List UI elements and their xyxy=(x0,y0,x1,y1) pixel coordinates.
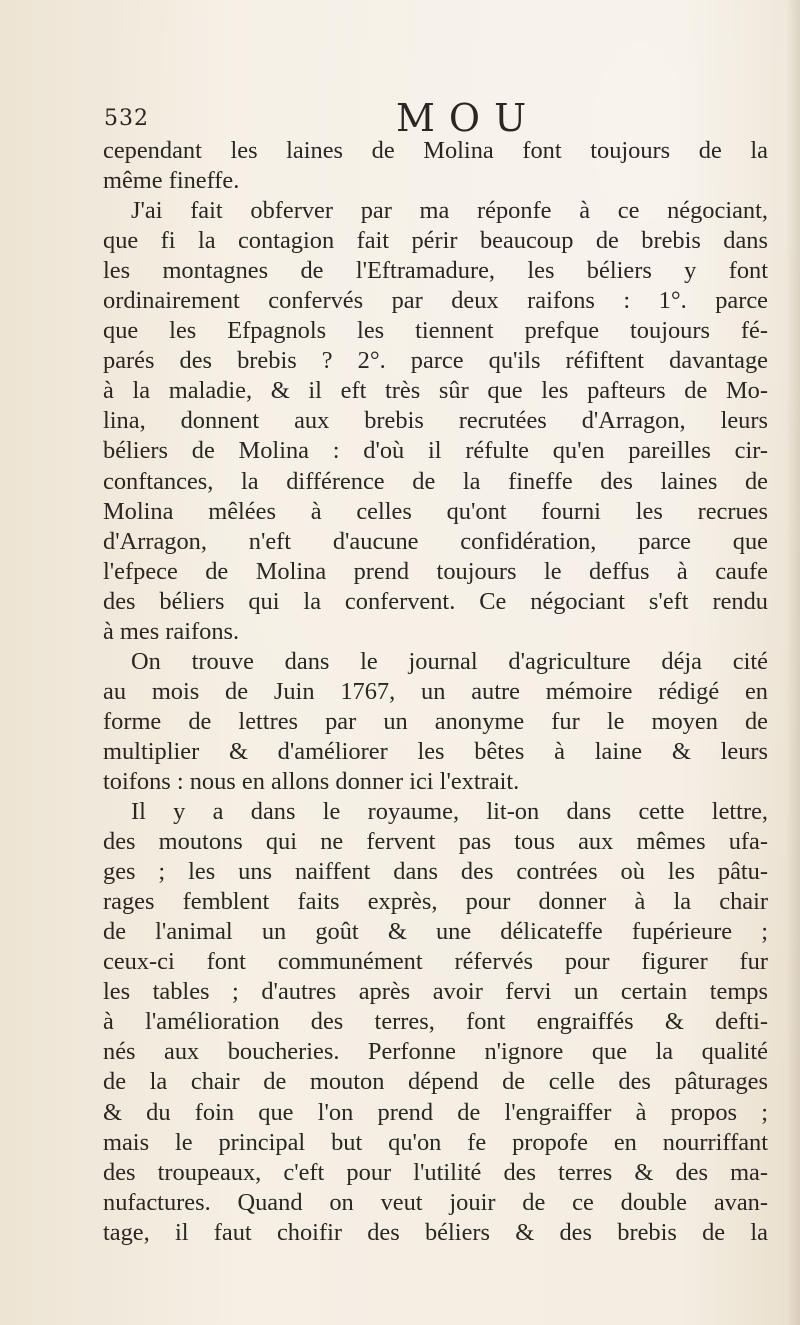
text-line: d'Arragon, n'eft d'aucune confidération, parce que xyxy=(103,527,768,555)
text-line: des béliers qui la confervent. Ce négociant s'eft rendu xyxy=(103,587,768,615)
running-head: MOU xyxy=(396,96,541,140)
text-line: à mes raifons. xyxy=(103,617,240,645)
text-line: à l'amélioration des terres, font engraiffés & defti- xyxy=(103,1008,768,1036)
page-edge-shadow xyxy=(786,0,800,1325)
page-header xyxy=(104,96,764,140)
text-line: ges ; les uns naiffent dans des contrées où les pâtu- xyxy=(103,858,768,886)
text-line: toifons : nous en allons donner ici l'extrait. xyxy=(103,767,520,795)
body-text xyxy=(103,136,768,1248)
text-line: J'ai fait obferver par ma réponfe à ce négociant, xyxy=(131,197,768,225)
text-line: béliers de Molina : d'où il réfulte qu'en pareilles cir- xyxy=(103,437,768,465)
text-line: que fi la contagion fait périr beaucoup de brebis dans xyxy=(103,227,768,255)
text-line: nés aux boucheries. Perfonne n'ignore que la qualité xyxy=(103,1038,768,1066)
text-line: de la chair de mouton dépend de celle des pâturages xyxy=(103,1068,768,1096)
text-line: rages femblent faits exprès, pour donner à la chair xyxy=(103,888,768,916)
text-line: conftances, la différence de la fineffe des laines de xyxy=(103,467,768,495)
text-line: lina, donnent aux brebis recrutées d'Arragon, leurs xyxy=(103,407,768,435)
text-line: à la maladie, & il eft très sûr que les pafteurs de Mo- xyxy=(103,377,768,405)
text-line: mais le principal but qu'on fe propofe en nourriffant xyxy=(103,1128,768,1156)
text-line: des troupeaux, c'eft pour l'utilité des terres & des ma- xyxy=(103,1158,768,1186)
text-line: des moutons qui ne fervent pas tous aux mêmes ufa- xyxy=(103,828,768,856)
text-line: les tables ; d'autres après avoir fervi un certain temps xyxy=(103,978,768,1006)
text-line: nufactures. Quand on veut jouir de ce double avan- xyxy=(103,1188,768,1216)
text-line: Molina mêlées à celles qu'ont fourni les recrues xyxy=(103,497,768,525)
text-line: que les Efpagnols les tiennent prefque toujours fé- xyxy=(103,317,768,345)
text-line: cependant les laines de Molina font toujours de la xyxy=(103,137,768,164)
text-line: parés des brebis ? 2°. parce qu'ils réfiftent davantage xyxy=(103,347,768,375)
text-line: les montagnes de l'Eftramadure, les béliers y font xyxy=(103,257,768,285)
text-line: ordinairement confervés par deux raifons : 1°. parce xyxy=(103,287,768,315)
text-line: On trouve dans le journal d'agriculture déja cité xyxy=(131,647,768,675)
text-line: tage, il faut choifir des béliers & des brebis de la xyxy=(103,1218,768,1246)
text-line: même fineffe. xyxy=(103,167,240,195)
text-line: & du foin que l'on prend de l'engraiffer à propos ; xyxy=(103,1098,768,1126)
text-line: ceux-ci font communément réfervés pour figurer fur xyxy=(103,948,768,976)
text-line: multiplier & d'améliorer les bêtes à laine & leurs xyxy=(103,737,768,765)
text-line: forme de lettres par un anonyme fur le moyen de xyxy=(103,707,768,735)
text-line: de l'animal un goût & une délicateffe fupérieure ; xyxy=(103,918,768,946)
page-number: 532 xyxy=(104,106,149,131)
text-line: l'efpece de Molina prend toujours le deffus à caufe xyxy=(103,557,768,585)
text-line: Il y a dans le royaume, lit-on dans cette lettre, xyxy=(131,798,768,826)
text-line: au mois de Juin 1767, un autre mémoire rédigé en xyxy=(103,677,768,705)
